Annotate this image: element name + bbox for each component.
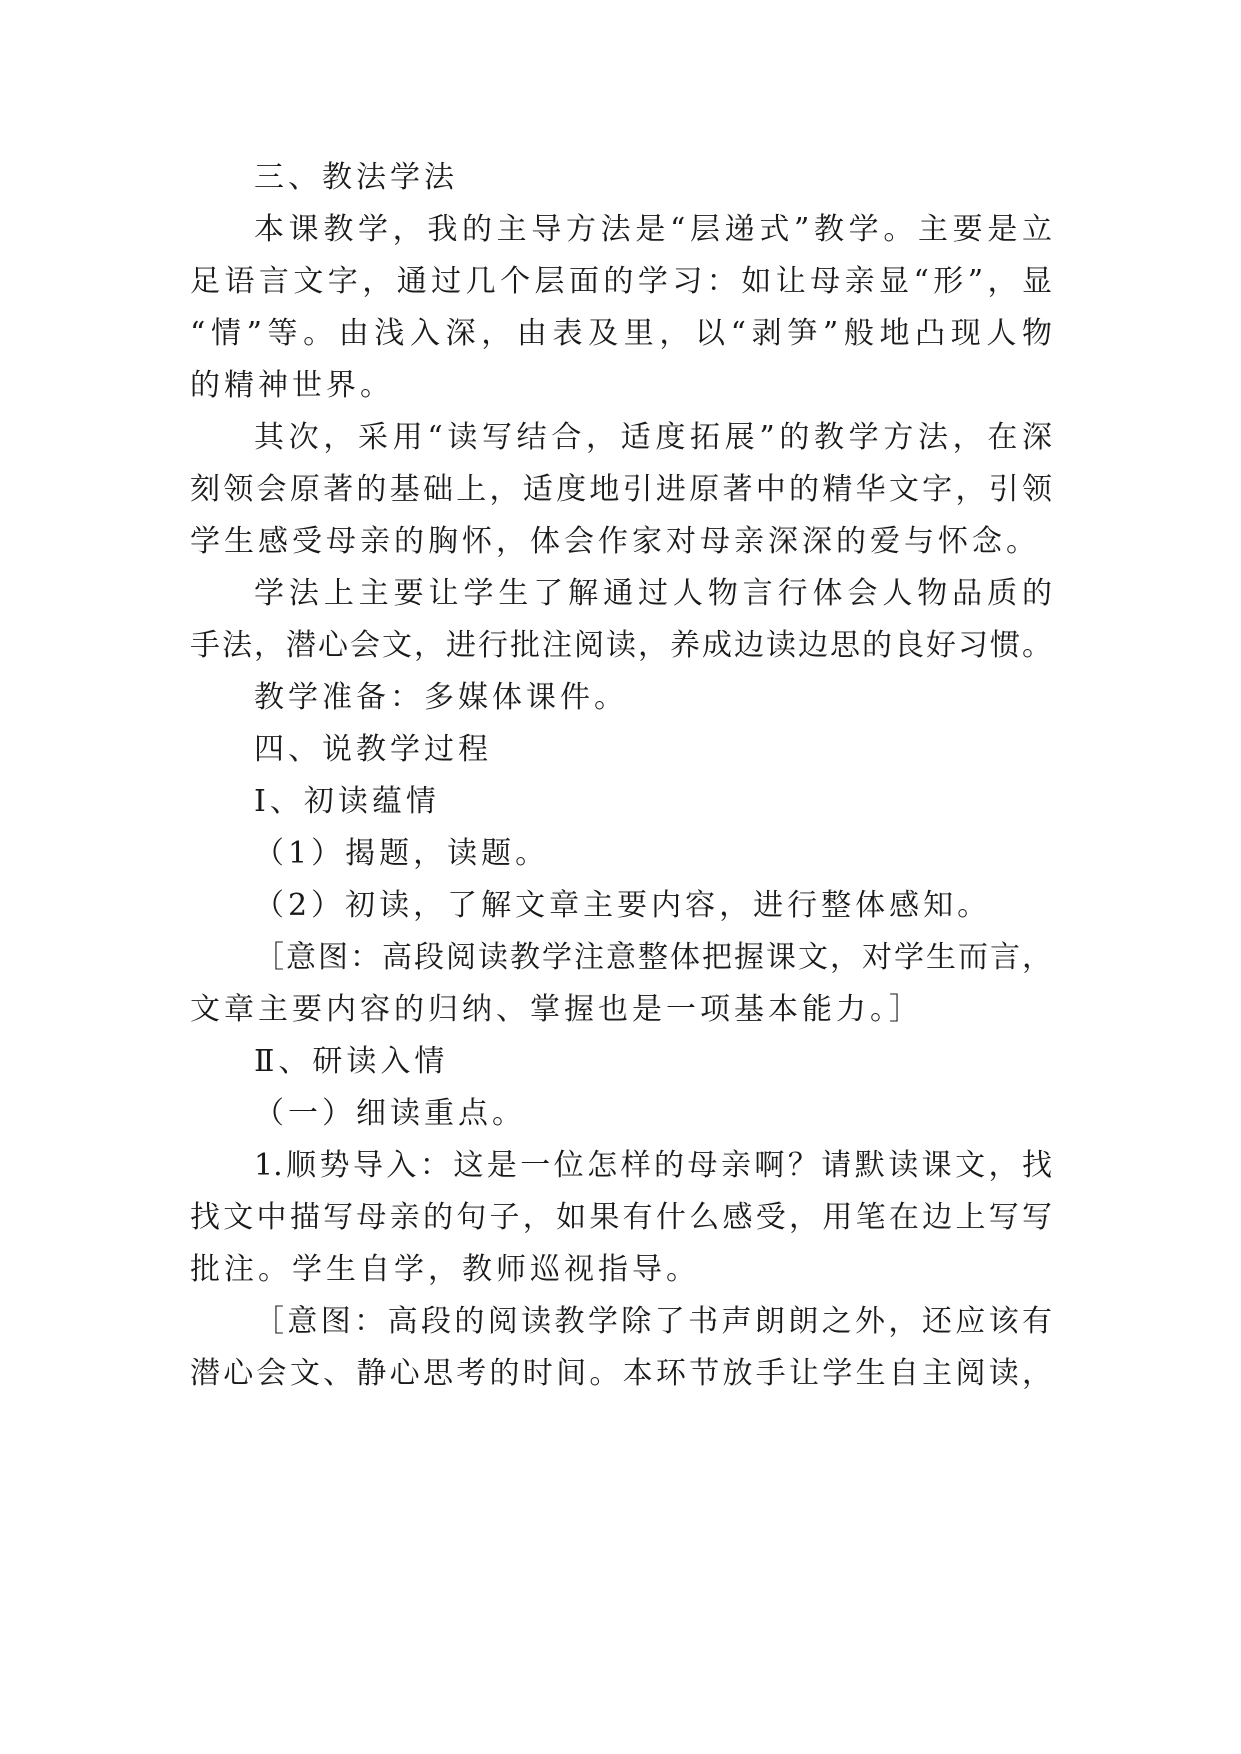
paragraph-line: 其次，采用“读写结合，适度拓展”的教学方法，在深 [254,420,1052,455]
list-item: （2）初读，了解文章主要内容，进行整体感知。 [254,888,992,923]
paragraph-line: 1.顺势导入：这是一位怎样的母亲啊？请默读课文，找 [254,1148,1052,1183]
section-heading-teaching-methods: 三、教法学法 [254,160,458,195]
paragraph-line: 教学准备：多媒体课件。 [254,680,628,715]
paragraph-line: 批注。学生自学，教师巡视指导。 [190,1252,700,1287]
paragraph-line: 找文中描写母亲的句子，如果有什么感受，用笔在边上写写 [190,1200,1052,1235]
paragraph-line: 手法，潜心会文，进行批注阅读，养成边读边思的良好习惯。 [190,628,1052,663]
paragraph-line: “情”等。由浅入深，由表及里，以“剥笋”般地凸现人物 [190,316,1052,351]
intent-note-line: 文章主要内容的归纳、掌握也是一项基本能力。］ [190,992,923,1027]
list-item: （一）细读重点。 [254,1096,526,1131]
subsection-heading-study-reading: Ⅱ、研读入情 [254,1044,449,1079]
intent-note-line: 潜心会文、静心思考的时间。本环节放手让学生自主阅读， [190,1356,1052,1391]
intent-note-line: ［意图：高段的阅读教学除了书声朗朗之外，还应该有 [254,1304,1052,1339]
paragraph-line: 学法上主要让学生了解通过人物言行体会人物品质的 [254,576,1052,611]
paragraph-line: 足语言文字，通过几个层面的学习：如让母亲显“形”，显 [190,264,1052,299]
intent-note-line: ［意图：高段阅读教学注意整体把握课文，对学生而言， [254,940,1052,975]
list-item: （1）揭题，读题。 [254,836,550,871]
paragraph-line: 本课教学，我的主导方法是“层递式”教学。主要是立 [254,212,1052,247]
section-heading-teaching-process: 四、说教学过程 [254,732,492,767]
subsection-heading-initial-reading: Ⅰ、初读蕴情 [254,784,440,819]
paragraph-line: 的精神世界。 [190,368,394,403]
paragraph-line: 刻领会原著的基础上，适度地引进原著中的精华文字，引领 [190,472,1052,507]
paragraph-line: 学生感受母亲的胸怀，体会作家对母亲深深的爱与怀念。 [190,524,1040,559]
